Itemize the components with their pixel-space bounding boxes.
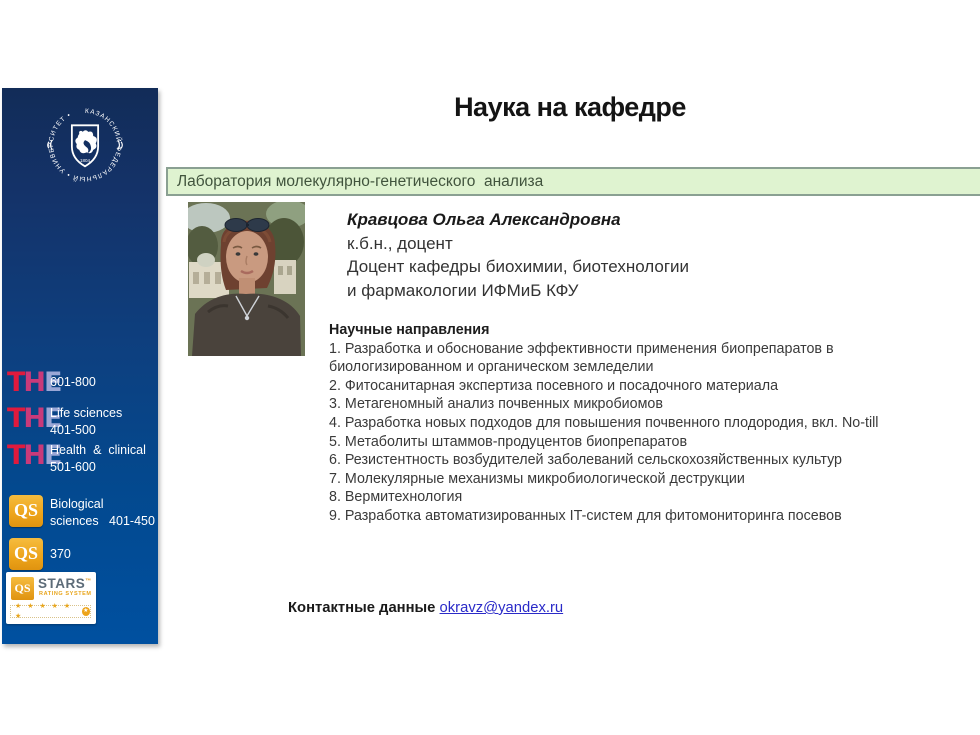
qs-stars-subtitle: RATING SYSTEM: [39, 591, 92, 597]
profile-photo: [188, 202, 305, 356]
qs-ranking-row: [2, 495, 158, 531]
the-ranking-row: [2, 404, 158, 440]
contact-line: [288, 600, 563, 616]
rank-line: 501-600: [50, 460, 96, 474]
research-item: 9. Разработка автоматизированных IT-систем для фитомониторинга посевов: [329, 507, 842, 524]
the-logo-icon: THE: [7, 403, 61, 434]
qs-logo-icon: QS: [11, 577, 34, 600]
the-subject-rank: [50, 442, 146, 476]
person-name: Кравцова Ольга Александровна: [347, 210, 621, 229]
research-item: 7. Молекулярные механизмы микробиологической деструкции: [329, 470, 745, 487]
email-link[interactable]: okravz@yandex.ru: [439, 600, 564, 616]
qs-ranking-row: [2, 538, 158, 572]
page-title: Наука на кафедре: [454, 92, 686, 122]
profile-block: [347, 208, 689, 302]
person-position-line1: Доцент кафедры биохимии, биотехнологии: [347, 257, 690, 276]
rank-line: Biological: [50, 497, 104, 511]
research-item: 4. Разработка новых подходов для повышения почвенного плодородия, вкл. No-till: [329, 414, 879, 431]
person-degree: к.б.н., доцент: [347, 233, 453, 253]
person-position-line2: и фармакологии ИФМиБ КФУ: [347, 280, 579, 300]
lab-banner-label: Лаборатория молекулярно-генетического анализа: [177, 172, 544, 190]
research-item: 3. Метагеномный анализ почвенных микробиомов: [329, 396, 663, 413]
emblem-ring-text: КАЗАНСКИЙ ФЕДЕРАЛЬНЫЙ • УНИВЕРСИТЕТ •: [47, 107, 123, 183]
rank-line: 401-500: [50, 423, 96, 437]
kfu-university-emblem-icon: [44, 104, 126, 186]
contact-label: Контактные данные: [288, 600, 436, 616]
qs-logo-icon: QS: [9, 495, 43, 527]
research-item: 2. Фитосанитарная экспертиза посевного и посадочного материала: [329, 377, 779, 394]
the-logo-icon: THE: [7, 367, 61, 398]
qs-stars-title: STARS™: [38, 576, 92, 591]
the-subject-rank: [50, 405, 122, 439]
zilant-dragon-icon: [75, 130, 97, 153]
rank-line: sciences 401-450: [50, 514, 155, 528]
the-ranking-row: [2, 441, 158, 477]
the-ranking-row: [2, 368, 158, 400]
rank-line: Life sciences: [50, 406, 123, 420]
research-directions: [329, 321, 885, 526]
rank-line: Health & clinical: [50, 443, 146, 457]
qs-overall-rank: 370: [50, 547, 71, 561]
research-item: 1. Разработка и обоснование эффективности применения биопрепаратов в биологизированном и органическом земледелии: [329, 340, 834, 376]
emblem-year: 1804: [79, 158, 91, 164]
qs-logo-icon: QS: [9, 538, 43, 570]
sidebar: [2, 88, 158, 644]
research-heading: Научные направления: [329, 322, 490, 338]
the-logo-icon: THE: [7, 440, 61, 471]
lab-banner: [166, 167, 980, 196]
star-badge-icon: ★: [83, 608, 89, 614]
research-item: 8. Вермитехнология: [329, 489, 463, 506]
svg-text:КАЗАНСКИЙ ФЕДЕРАЛЬНЫЙ • УНИВ: [48, 108, 124, 183]
star-icons: ★ ★ ★ ★ ★ ★: [15, 602, 73, 620]
qs-subject-rank: [50, 496, 155, 530]
qs-stars-badge: [6, 572, 96, 624]
qs-stars-rating: [10, 602, 91, 620]
research-item: 5. Метаболиты штаммов-продуцентов биопрепаратов: [329, 433, 688, 450]
the-overall-rank: 601-800: [50, 375, 96, 389]
research-item: 6. Резистентность возбудителей заболеваний сельскохозяйственных культур: [329, 452, 843, 469]
